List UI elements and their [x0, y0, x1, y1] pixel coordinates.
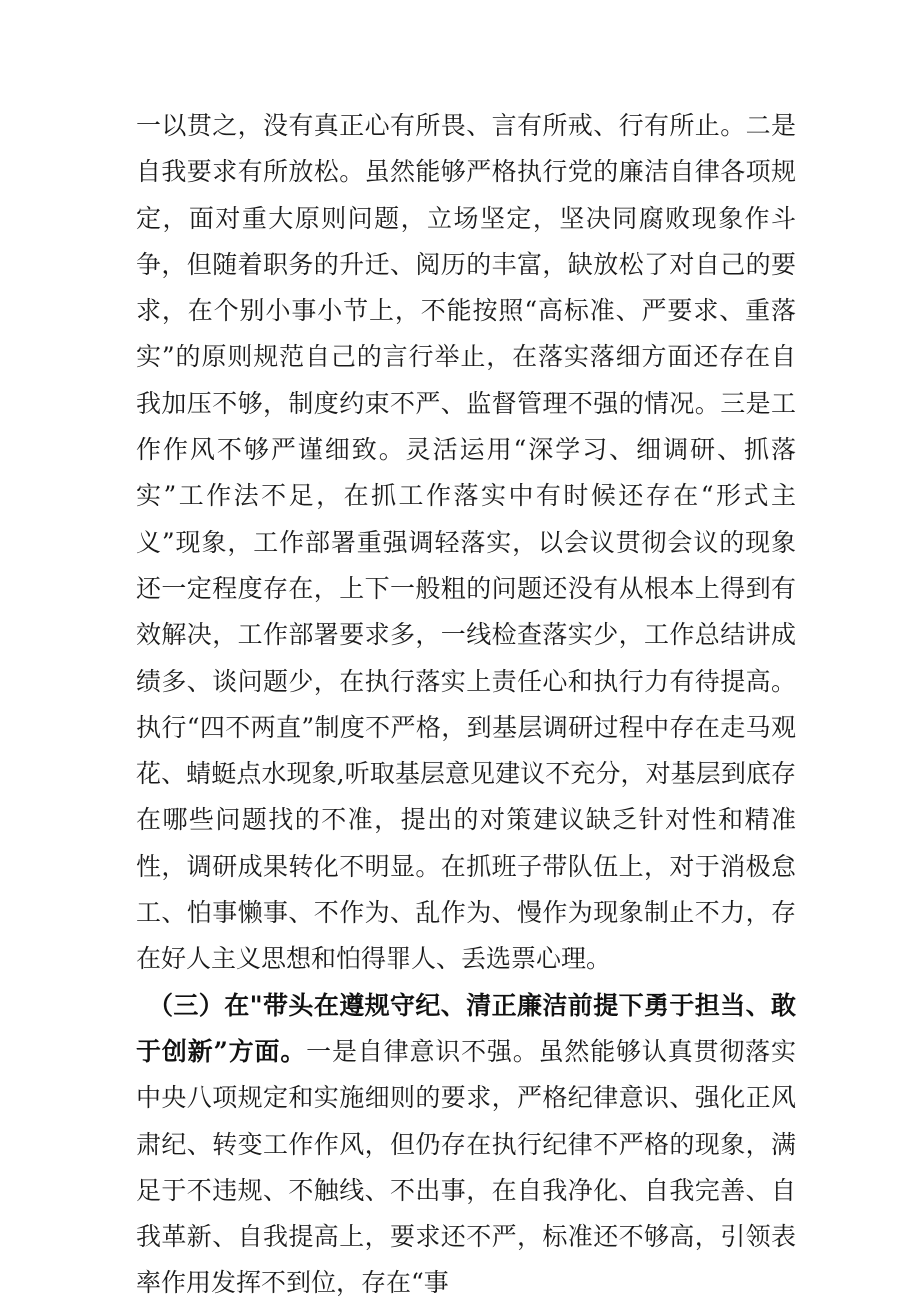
paragraph-1: 一以贯之，没有真正心有所畏、言有所戒、行有所止。二是自我要求有所放松。虽然能够严格执行党的廉洁自律各项规定，面对重大原则问题，立场坚定，坚决同腐败现象作斗争，但随着职务的升迁、阅历的丰富，缺放松了对自己的要求，在个别小事小节上，不能按照“高标准、严要求、重落实”的原则规范自己的言行举止，在落实落细方面还存在自我加压不够，制度约束不严、监督管理不强的情况。三是工作作风不够严谨细致。灵活运用“深学习、细调研、抓落实”工作法不足，在抓工作落实中有时候还存在“形式主义”现象，工作部署重强调轻落实，以会议贯彻会议的现象还一定程度存在，上下一般粗的问题还没有从根本上得到有效解决，工作部署要求多，一线检查落实少，工作总结讲成绩多、谈问题少，在执行落实上责任心和执行力有待提高。执行“四不两直”制度不严格，到基层调研过程中存在走马观花、蜻蜓点水现象,听取基层意见建议不充分，对基层到底存在哪些问题找的不准，提出的对策建议缺乏针对性和精准性，调研成果转化不明显。在抓班子带队伍上，对于消极怠工、怕事懒事、不作为、乱作为、慢作为现象制止不力，存在好人主义思想和怕得罪人、丢选票心理。 [136, 111, 796, 974]
paragraph-2 [136, 983, 796, 1307]
document-body [136, 103, 796, 1307]
section-heading-3: （三）在"带头在遵规守纪、清正廉洁前提下勇于担当、敢于创新”方面。 [136, 990, 796, 1066]
paragraph-2-body: 一是自律意识不强。虽然能够认真贯彻落实中央八项规定和实施细则的要求，严格纪律意识、强化正风肃纪、转变工作作风，但仍存在执行纪律不严格的现象，满足于不违规、不触线、不出事，在自我净化、自我完善、自我革新、自我提高上，要求还不严，标准还不够高，引领表率作用发挥不到位，存在“事 [136, 1036, 796, 1298]
